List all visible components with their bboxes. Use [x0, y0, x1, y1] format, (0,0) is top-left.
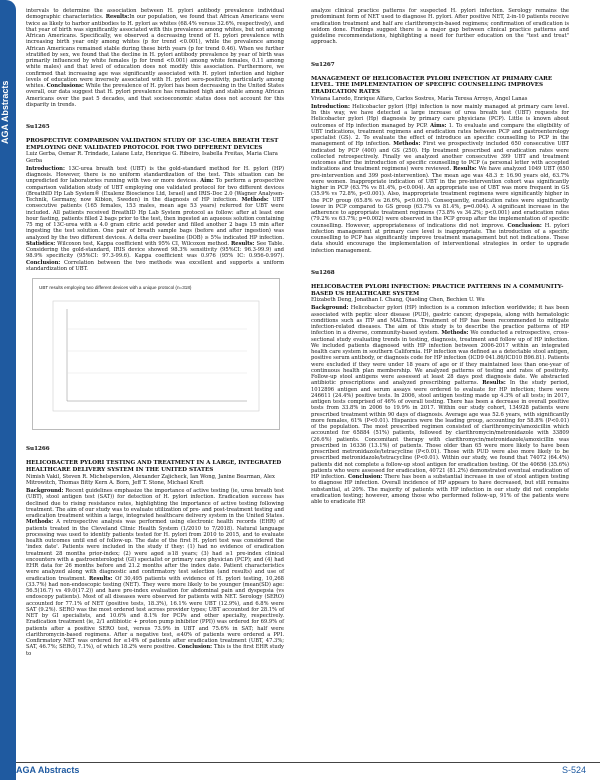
abstract-title: MANAGEMENT OF HELICOBACTER PYLORI INFECTION AT PRIMARY CARE LEVEL. THE IMPLEMENTATION OF SPECIFIC COUNSELLING IMPROVES ERADICATION RATES [311, 75, 553, 95]
continued-text: analyze clinical practice patterns for suspected H. pylori infection. Serology remains the predominant form of NET used to diagnose H. pylori. After positive NET, 2-in-10 patients receive eradication treatment and half are clarithromycin-based regimens; confirmation of eradication is seldom done. Findings suggest there is a major gap between clinical practice patterns and guideline recommendations, highlighting a need for further education on the "test and treat" approach. [311, 8, 569, 46]
figure-image-placeholder [53, 301, 259, 411]
abstract-title: HELICOBACTER PYLORI TESTING AND TREATMENT IN A LARGE, INTEGRATED HEALTHCARE DELIVERY SYSTEM IN THE UNITED STATES [26, 460, 282, 474]
footer-divider [16, 762, 600, 763]
abstract-body: Introduction: 13C-urea breath test (UBT) is the gold-standard method for H. pylori (HP) diagnosis. However, there is no uniform standardization of the test. This situation can be unpredicted for laboratories running with two or more devices. Aim: To perform a prospective comparison validation study of UBT employing one validated protocol for two different devices (BreathID Hp Lab System® (Exalenz Bioscience Ltd, Israel) and IRIS-Doc 2.0 (Wagner Analysen-Technik, Germany, now Kibion, Sweden) in the diagnosis of HP infection. Methods: UBT consecutive patients (165 females, 153 males, mean age 53 years) referred for UBT were included. All patients received BreathID Hp Lab System protocol as follow: after at least one hour fasting, patients filled 2 bags prior to the test, then ingested an aqueous solution containing 75 mg of 13C-urea with a 4.0 gram citric acid powder and filled another 2 bags 15 min after ingesting the test solution. One pair of breath sample bags (before and after ingestion) was analyzed by the two different devices. A delta over baseline (DOB) ≥ 5‰ indicated HP infection. Statistics: Wilcoxon test, Kappa coefficient with 95% CI, Wilcoxon method. Results: See Table. Considering the gold-standard, IRIS device showed 98.3% sensitivity (95%CI: 96.3-99.9) and 98.9% specificity (95%CI: 97.3-99.6). Kappa coefficient was 0.976 (95% IC: 0.956-0.997). Conclusion: Correlation between the two methods was excellent and supports a uniform standardization of UBT. [26, 165, 284, 272]
continued-abstract [26, 8, 284, 108]
abstract-su1267 [311, 62, 569, 254]
right-column [311, 8, 569, 521]
continued-abstract [311, 8, 569, 46]
left-column [26, 8, 284, 673]
abstract-body: Background: Helicobacter pylori (HP) infection is a common infection worldwide; it has been associated with peptic ulcer disease (PUD), gastric cancer, dyspepsia, along with hematologic conditions such as ITP and MALToma. Treatment of HP has been recommended to mitigate infection-related diseases. The aim of this study is to describe the practice patterns of HP infection in a diverse, community-based system. Methods: We conducted a retrospective, cross-sectional study evaluating trends in testing, diagnosis, treatment and follow up of HP infection. We included patients diagnosed with HP infection between 2006-2017 within an integrated health care system in southern California. HP infection was defined as a detectable stool antigen, positive serum antibody, or diagnosis code for HP infection (ICD9 041.86/ICD10 B96.81). Patients were excluded if they were under 18 years of age or if they maintained less than one-year of continuous health plan membership. We analyzed patterns of testing and rates of positivity. Follow-up stool antigens were assessed at least 28 days post diagnosis date. We abstracted antibiotic prescriptions and analyzed prescribing patterns. Results: In the study period, 1012896 antigen and serum assays were ordered to evaluate for HP infection; there were 246611 (24.4%) positive tests. In 2006, stool antigen testing made up 4.3% of all tests; in 2017, antigen tests comprised of 46% of overall testing. There has been a decrease in overall positive tests from 33.8% in 2006 to 19.9% in 2017. Within our study cohort, 134928 patients were prescribed treatment within 90 days of diagnosis. Average age was 52.6 years, with significantly more females, 61% (P<0.01). Hispanics were the leading group, accounting for 58.8% (P<0.01) of the population. The most prescribed regimen consisted of clarithromycin/amoxicillin which accounted for 65884 (51%) patients, followed by clarithromycin/metronidazole with 33809 (26.6%) patients. Concomitant therapy with clarithromycin/metronidazole/amoxicillin was prescribed in 16336 (13.1%) of patients. Those older than 65 were more likely to have been prescribed metronidazole/tetracycline (P<0.01). Those with PUD were also more likely to be prescribed metronidazole/tetracycline (P<0.01). Within our study, we found that 74072 (64.4%) patients did not complete a follow-up stool antigen for eradication testing. Of the 40656 (35.6%) patients who were assessed for eradication, 40721 (81.2%) demonstrated eventual eradication of HP infection. Conclusion: There has been a substantial increase in use of stool antigen testing to diagnose HP infection. Overall incidence of HP appears to have decreased, but still remains substantial, at 20%. The majority of patients with HP infection in our study did not complete eradication testing; however, among those who performed follow-up, 91% of the patients were able to eradicate HP. [311, 305, 569, 506]
abstract-su1265 [26, 124, 284, 430]
abstract-id: Su1267 [311, 61, 335, 68]
sidebar-title: AGA Abstracts [0, 80, 10, 144]
abstract-id: Su1266 [26, 446, 50, 453]
results-figure [32, 278, 280, 430]
abstract-su1268 [311, 270, 569, 506]
abstract-authors: Nimish Vakil, Steven R. Michelsperslon, Alexander Zajicheck, Ian Wong, Janine Bearman, Alex Mitrowitch, Thomas Bitty Kern A. Born, Jeff T. Stone, Michael Kreft [26, 473, 275, 486]
continued-text: intervals to determine the association between H. pylori antibody prevalence individual demographic characteristics. Results:In our population, we found that African Americans were twice as likely to harbor antibodies to H. pylori as whites (68.4% versus 32.6%, respectively), and that year of birth was significantly associated with this prevalence among whites, but not among African Americans. Specifically, we observed a decreasing trend of H. pylori prevalence with increasing birth year only among whites (p for trend <0.001), while the prevalence among African Americans remained stable during these birth years (p for trend 0.46). When we further stratified by sex, we found that the decline in H. pylori antibody prevalence by year of birth was primarily influenced by white females (p for trend <0.001) among white females, 0.11 among white males) and that level of education does not modify this association. Furthermore, we confirmed that increasing age was significantly associated with H. pylori infection and higher levels of education were inversely associated with H. pylori sero-positivity, particularly among whites. Conclusions: While the prevalence of H. pylori has been decreasing in the United States overall, our data suggest that H. pylori prevalence has remained high and stable among African Americans over the past 5 decades, and that socioeconomic status does not account for this disparity in trends. [26, 8, 284, 108]
footer-journal: AGA Abstracts [16, 765, 80, 775]
abstract-authors: Viviana Laredo, Enrique Alfaro, Carlos Sostres, María Teresa Arroyo, Angel Lanas [311, 95, 528, 102]
abstract-su1266 [26, 446, 284, 657]
abstract-title: PROSPECTIVE COMPARISON VALIDATION STUDY OF 13C-UREA BREATH TEST EMPLOYING ONE VALIDATED PROTOCOL FOR TWO DIFFERENT DEVICES [26, 138, 279, 151]
journal-sidebar [0, 0, 16, 780]
footer-page-number: S-524 [561, 765, 586, 775]
abstract-id: Su1268 [311, 269, 335, 276]
abstract-body: Background: Recent guidelines emphasize the importance of active testing (ie, urea breath test (UBT), stool antigen test (SAT)) for detection of H. pylori infection. Eradication success has declined due to rising resistance rates, highlighting the importance of active testing following treatment. The aim of our study was to evaluate utilization of pre- and post-treatment testing and eradication treatment within a large, integrated healthcare delivery system in the United States. Methods: A retrospective analysis was performed using electronic health records (EHR) of patients treated in the Cleveland Clinic Health System (1/2010 to 7/2018). Natural language processing was used to identify patients tested for H. pylori from 2010 to 2015, and to evaluate health outcomes until end of follow-up. The date of the first H. pylori test was considered the 'index date'. Patients were included in the study if they: (1) had no evidence of eradication treatment 28 months prior-index; (2) were aged ≥18 years; (3) had ≥1 pre-index clinical encounters with a gastroenterologist (GI) specialist or primary care physician (PCP); and (4) had EHR data for 26 months before and 21.2 months after the index date. Patient characteristics were analyzed along with diagnostic and confirmatory test selection (and results) and use of eradication treatment. Results: Of 30,495 patients with evidence of H. pylori testing, 10,268 (33.7%) had non-endoscopic testing (NET). They were more likely to be younger (mean(SD) age: 56.5(16.7) vs 49.0(17.2)) and have pre-index evaluation for abdominal pain and dyspepsia (vs endoscopy patients). Most of all diseases were observed for patients with NET. Serology (SERO) accounted for 77.1% of NET (positive tests, 18.3%), 16.1% were UBT (12.9%), and 6.8% were SAT (9.2%). SERO was the most ordered test across provider types; UBT accounted for 28.1% of NET by GI specialists, and 10.6% and 8.1% for PCPs and other specialty, respectively. Eradication treatment (ie, 2/1 antibiotic + proton pump inhibitor (PPI)) was ordered for 69.9% of patients after a positive SERO test, versus 73.9% in UBT and 75.6% in SAT; half were clarithromycin-based regimens. After a negative test, ≤40% of patients were ordered a PPI. Confirmatory NET was ordered for ≤14% of patients after eradication treatment (UBT, 47.3%; SAT, 46.7%; SERO, 7.1%), of which 18.2% were positive. Conclusion: This is the first EHR study to [26, 488, 284, 657]
abstract-authors: Luiz Gerba, Osmar R. Trindade, Laiane Lutz, Henrique G. Ribeiro, Isabella Freitas, Maria Clara Gerba [26, 151, 278, 164]
abstract-body: Introduction: Helicobacter pylori (Hp) infection is now mainly managed at primary care level. In this way, we have detected a large increase of urea breath test (UBT) requests for Helicobacter pylori (Hp) diagnosis by primary care physicians (PCP). Little is known about outcomes of Hp infection managed by PCP. Aims: 1. To evaluate and compare the eligibility of UBT indications, treatment regimens and eradication rates between PCP and gastroenterology specialist (GS). 2. To evaluate the effect of introduce an specific counselling to PCP in the management of Hp infection. Methods: First we prospectively included 650 consecutive UBT indicated by PCP (400) and GS (250). Hp treatment prescribed and eradication rates were collected retrospectively. Finally we analyzed another consecutive 399 UBT and treatment outcomes after the introduction of specific counselling to PCP (a personal letter with accepted indications and treatment regimens) were reviewed. Results: We have analyzed 1049 UBT (650 pre-intervention and 399 post-intervention). The mean age was 48.3 ± 16.90 years old, 63.7% were women. Inappropriate indication of UBT in the pre-intervention cohort was significantly higher in PCP (63.7% vs 81.4%, p<0.004). An appropriate use of UBT was more frequent in GS (35.9% vs 72.8%, p<0.001). Also, inappropriate treatment regimens were significantly higher in the PCP group (65.8% vs 26.6%, p<0.001). Consequently, eradication rates were significantly lower in PCP compared to GS group (63.7% vs 81.4%, p=0.004). A significant increase in the adherence to appropriate treatment regimens (73.8% vs 34.2%; p<0.001) and eradication rates (79.2% vs 63.7%; p=0.002) were observed in the PCP group after the implementation of specific counselling. However, appropriateness of indications did not improve. Conclusion: H. pylori infection management at primary care level is inappropriate. The introduction of a specific counselling to PCP has significantly improve treatment management but not indications. These data should encourage the implementation of interventional strategies in order to upgrade infection management. [311, 103, 570, 254]
figure-graphic [33, 279, 279, 429]
figure-caption: UBT results employing two different devices with a unique protocol (n=318) [39, 285, 192, 291]
abstract-authors: Elizabeth Deng, Jonathan I. Chang, Qiaoling Chen, Bechien U. Wu [311, 297, 485, 304]
abstract-title: HELICOBACTER PYLORI INFECTION: PRACTICE PATTERNS IN A COMMUNITY-BASED US HEALTHCARE SYSTEM [311, 284, 564, 297]
abstract-id: Su1265 [26, 124, 50, 130]
